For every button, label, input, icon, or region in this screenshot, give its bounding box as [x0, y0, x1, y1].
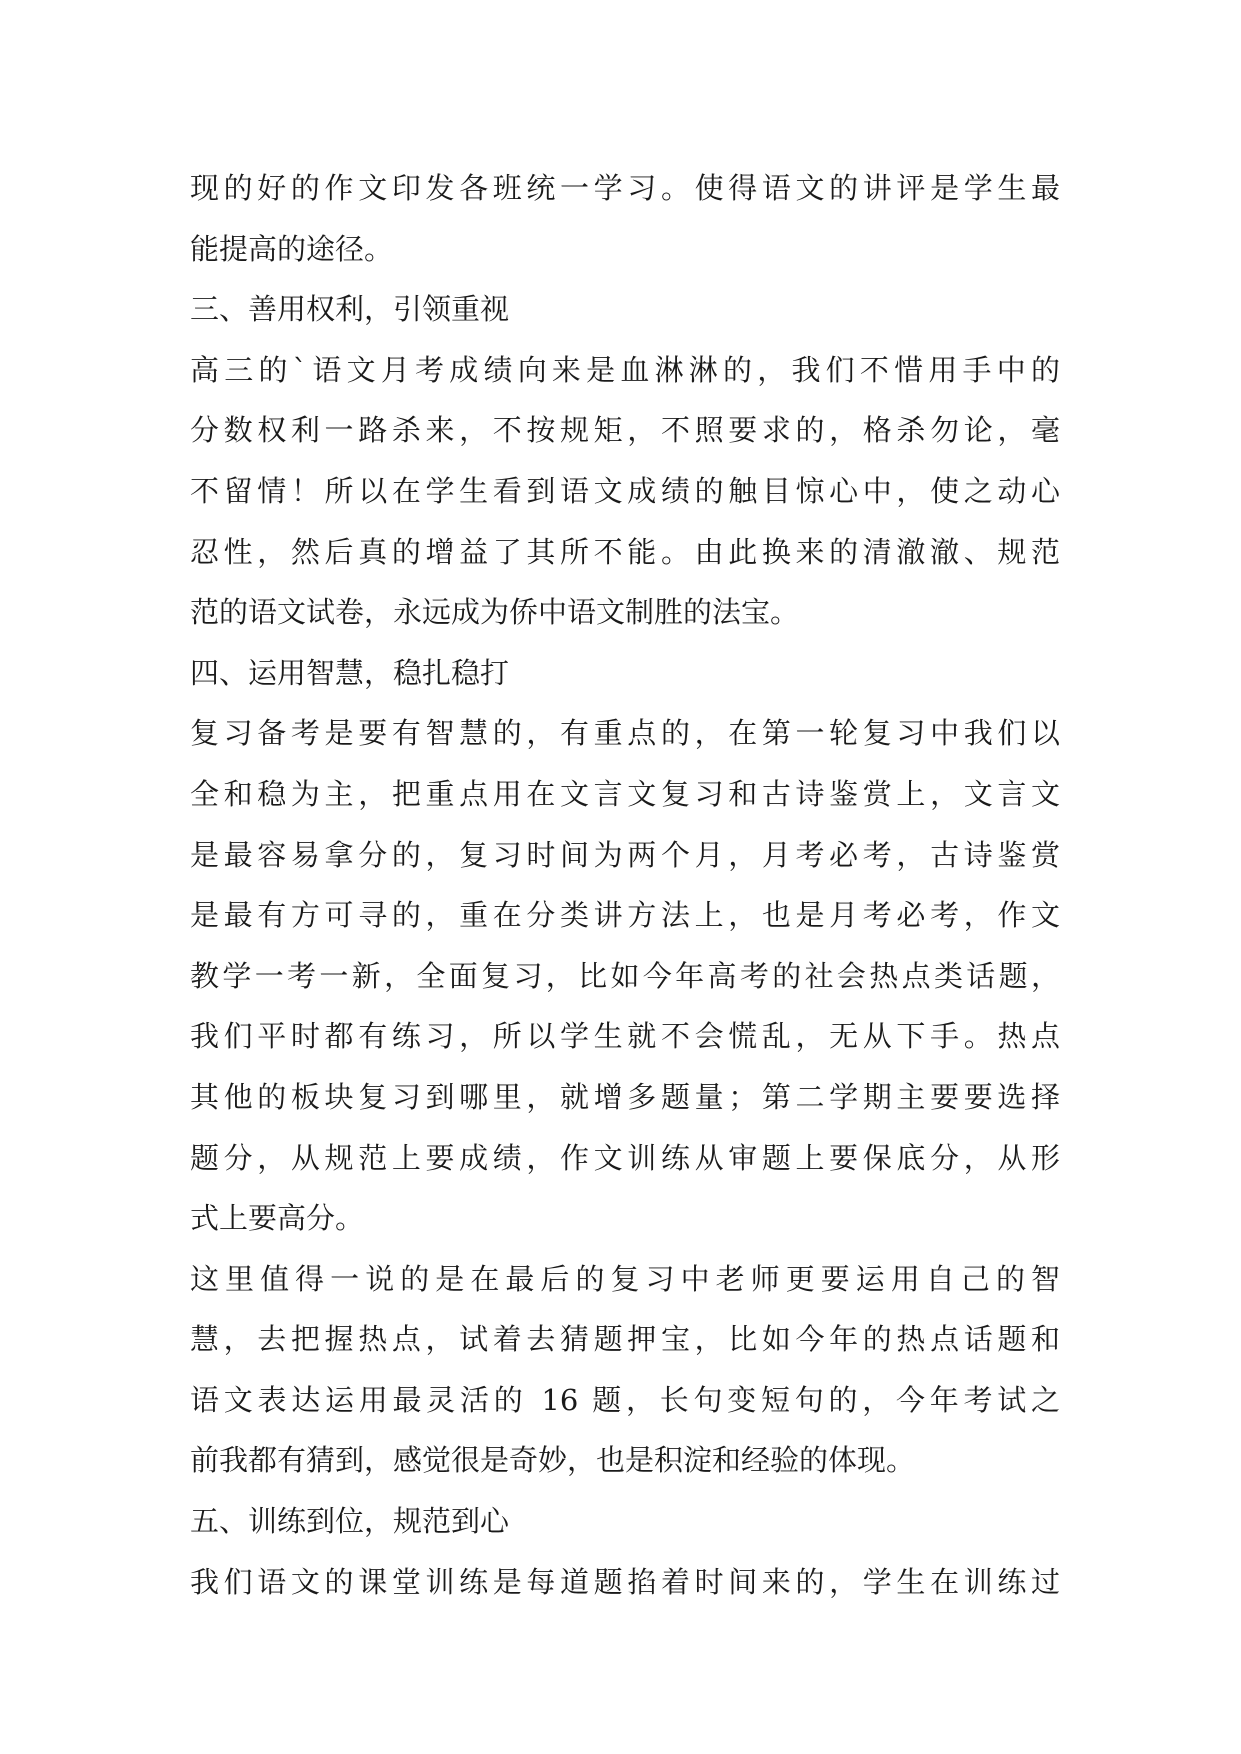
text-line: 是最容易拿分的，复习时间为两个月，月考必考，古诗鉴赏	[190, 837, 1060, 872]
text-line: 我们语文的课堂训练是每道题掐着时间来的，学生在训练过	[190, 1564, 1060, 1599]
text-line: 这里值得一说的是在最后的复习中老师更要运用自己的智	[190, 1261, 1060, 1296]
document-body	[190, 158, 1060, 1612]
text-line: 全和稳为主，把重点用在文言文复习和古诗鉴赏上，文言文	[190, 776, 1060, 811]
text-line: 教学一考一新，全面复习，比如今年高考的社会热点类话题，	[190, 958, 1060, 993]
text-line: 忍性，然后真的增益了其所不能。由此换来的清澈澈、规范	[190, 534, 1060, 569]
text-line: 题分，从规范上要成绩，作文训练从审题上要保底分，从形	[190, 1140, 1060, 1175]
text-line: 复习备考是要有智慧的，有重点的，在第一轮复习中我们以	[190, 716, 1060, 751]
text-line: 式上要高分。	[190, 1201, 365, 1236]
text-line: 范的语文试卷，永远成为侨中语文制胜的法宝。	[190, 595, 800, 630]
text-line: 语文表达运用最灵活的 16 题，长句变短句的，今年考试之	[190, 1382, 1060, 1417]
text-line: 三、善用权利，引领重视	[190, 292, 510, 327]
text-line: 五、训练到位，规范到心	[190, 1504, 510, 1539]
text-line: 现的好的作文印发各班统一学习。使得语文的讲评是学生最	[190, 171, 1060, 205]
text-line: 我们平时都有练习，所以学生就不会慌乱，无从下手。热点	[190, 1019, 1060, 1054]
text-line: 四、运用智慧，稳扎稳打	[190, 655, 510, 690]
text-line: 能提高的途径。	[190, 231, 394, 266]
text-line: 分数权利一路杀来，不按规矩，不照要求的，格杀勿论，毫	[190, 413, 1060, 448]
text-line: 不留情！所以在学生看到语文成绩的触目惊心中，使之动心	[190, 473, 1060, 508]
text-line: 前我都有猜到，感觉很是奇妙，也是积淀和经验的体现。	[190, 1443, 916, 1478]
text-line: 其他的板块复习到哪里，就增多题量；第二学期主要要选择	[190, 1079, 1060, 1114]
text-line: 慧，去把握热点，试着去猜题押宝，比如今年的热点话题和	[190, 1322, 1060, 1357]
text-line: 高三的`语文月考成绩向来是血淋淋的，我们不惜用手中的	[190, 352, 1060, 387]
text-line: 是最有方可寻的，重在分类讲方法上，也是月考必考，作文	[190, 898, 1060, 933]
